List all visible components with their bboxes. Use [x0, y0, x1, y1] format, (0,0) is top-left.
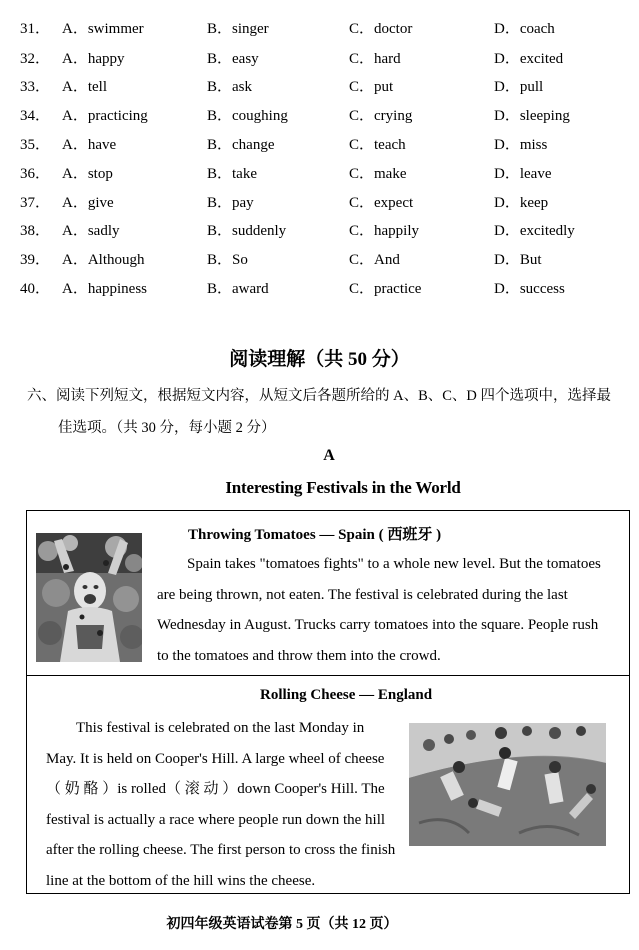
choice-b: B．ask — [207, 79, 253, 95]
choice-a: A．stop — [62, 166, 113, 182]
choice-c: C．teach — [349, 137, 406, 153]
choice-c: C．crying — [349, 108, 413, 124]
choice-c: C．put — [349, 79, 394, 95]
choice-d: D．excitedly — [494, 223, 575, 239]
option-row — [0, 162, 639, 186]
cheese-rolling-photo — [409, 723, 606, 846]
option-row — [0, 104, 639, 128]
choice-a: A．give — [62, 195, 114, 211]
choice-b: B．change — [207, 137, 275, 153]
question-number: 31． — [20, 21, 51, 37]
option-row — [0, 191, 639, 215]
choice-b: B．coughing — [207, 108, 288, 124]
option-row — [0, 219, 639, 243]
paragraph-line: This festival is celebrated on the last Monday in — [76, 720, 365, 736]
choice-b: B．take — [207, 166, 257, 182]
paragraph-line: to the tomatoes and throw them into the crowd. — [157, 647, 441, 664]
instruction-line-2: 佳选项。（共 30 分，每小题 2 分） — [58, 420, 276, 436]
question-number: 37． — [20, 195, 51, 211]
paragraph-line: May. It is held on Cooper's Hill. A large wheel of cheese — [46, 750, 385, 767]
choice-b: B．suddenly — [207, 223, 287, 239]
choice-c: C．happily — [349, 223, 419, 239]
page-footer: 初四年级英语试卷第 5 页（共 12 页） — [166, 917, 398, 932]
passage-letter: A — [323, 447, 335, 464]
choice-b: B．pay — [207, 195, 254, 211]
choice-c: C．expect — [349, 195, 414, 211]
paragraph-line: Spain takes "tomatoes fights" to a whole new level. But the tomatoes — [187, 556, 601, 572]
choice-d: D．sleeping — [494, 108, 570, 124]
choice-a: A．have — [62, 137, 117, 153]
paragraph-line: festival is actually a race where people run down the hill — [46, 811, 386, 828]
choice-c: C．make — [349, 166, 407, 182]
paragraph-line: line at the bottom of the hill wins the cheese. — [46, 872, 316, 889]
choice-c: C．And — [349, 252, 400, 268]
paragraph-line: after the rolling cheese. The first person to cross the finish — [46, 842, 396, 858]
festival-title: Rolling Cheese — England — [260, 687, 433, 703]
section-title: 阅读理解（共 50 分） — [229, 349, 410, 370]
option-row — [0, 75, 639, 99]
choice-a: A．sadly — [62, 223, 120, 239]
question-number: 33． — [20, 79, 51, 95]
paragraph-line: are being thrown, not eaten. The festival is celebrated during the last — [157, 586, 568, 603]
choice-d: D．leave — [494, 166, 552, 182]
question-number: 32． — [20, 51, 51, 67]
paragraph-line: （ 奶 酪 ）is rolled（ 滚 动 ）down Cooper's Hill. The — [46, 781, 385, 797]
tomato-festival-photo — [36, 533, 142, 662]
question-number: 38． — [20, 223, 51, 239]
choice-b: B．award — [207, 281, 269, 297]
option-row — [0, 248, 639, 272]
question-number: 40． — [20, 281, 51, 297]
choice-a: A．tell — [62, 79, 107, 95]
passage-title: Interesting Festivals in the World — [225, 478, 461, 497]
table-divider — [27, 675, 629, 676]
choice-b: B．easy — [207, 51, 259, 67]
festivals-table — [26, 510, 630, 894]
festival-paragraph — [46, 713, 398, 896]
choice-d: D．pull — [494, 79, 544, 95]
option-row — [0, 47, 639, 71]
choice-c: C．hard — [349, 51, 401, 67]
choice-d: D．keep — [494, 195, 549, 211]
festival-paragraph — [157, 549, 611, 671]
choice-b: B．singer — [207, 21, 269, 37]
choice-d: D．success — [494, 281, 565, 297]
choice-a: A．practicing — [62, 108, 148, 124]
choice-a: A．happiness — [62, 281, 147, 297]
option-row — [0, 133, 639, 157]
instruction-line-1: 六、阅读下列短文，根据短文内容，从短文后各题所给的 A、B、C、D 四个选项中，选择最 — [27, 388, 612, 404]
choice-a: A．Although — [62, 252, 145, 268]
question-number: 39． — [20, 252, 51, 268]
choice-d: D．miss — [494, 137, 548, 153]
choice-c: C．doctor — [349, 21, 413, 37]
option-row — [0, 277, 639, 301]
paragraph-line: Wednesday in August. Trucks carry tomatoes into the square. People rush — [157, 617, 599, 633]
question-number: 35． — [20, 137, 51, 153]
option-row — [0, 17, 639, 41]
choice-b: B．So — [207, 252, 248, 268]
choice-c: C．practice — [349, 281, 422, 297]
question-number: 36． — [20, 166, 51, 182]
choice-a: A．swimmer — [62, 21, 144, 37]
choice-a: A．happy — [62, 51, 125, 67]
choice-d: D．coach — [494, 21, 555, 37]
choice-d: D．But — [494, 252, 542, 268]
choice-d: D．excited — [494, 51, 564, 67]
festival-title: Throwing Tomatoes — Spain ( 西班牙 ) — [188, 527, 442, 543]
question-number: 34． — [20, 108, 51, 124]
